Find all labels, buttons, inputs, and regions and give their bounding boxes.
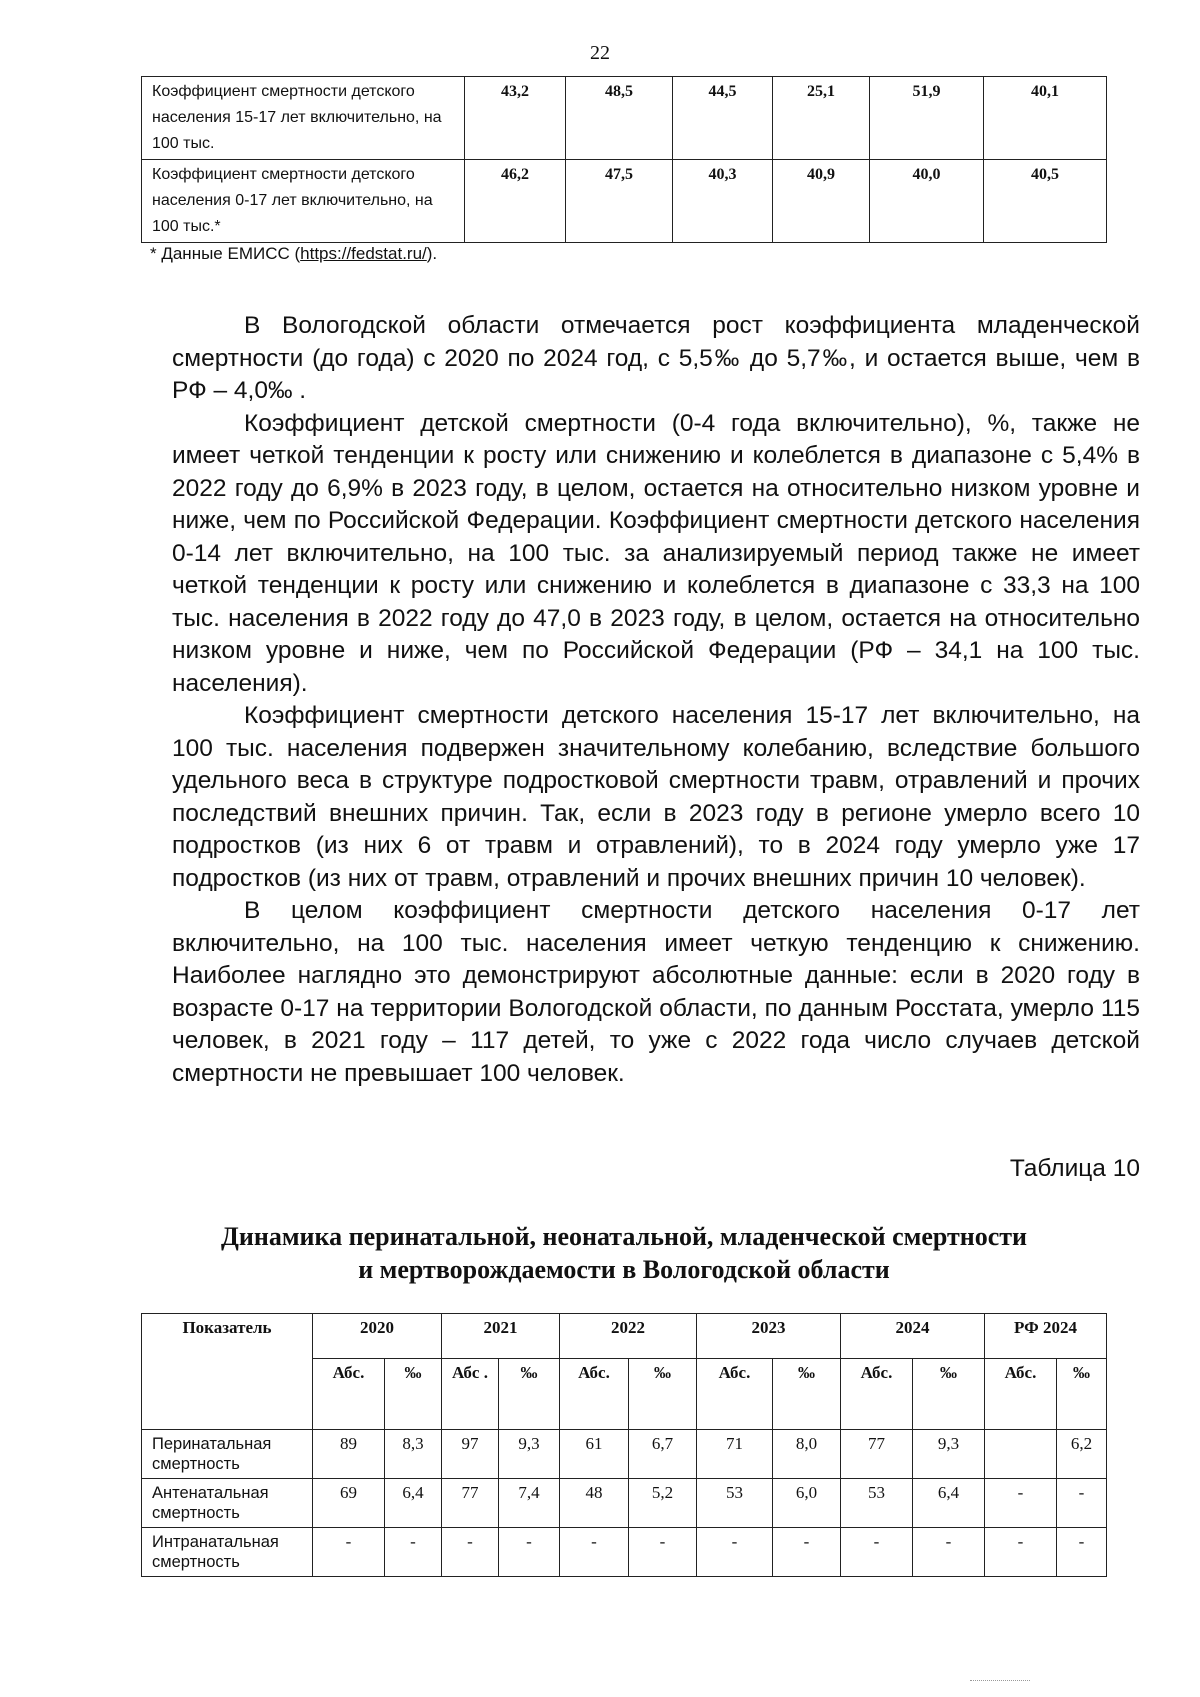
mortality-continuation-table	[141, 76, 1107, 243]
column-header-year: 2024	[841, 1314, 985, 1359]
cell-value: 6,7	[629, 1430, 697, 1479]
cell-value: 6,2	[1057, 1430, 1107, 1479]
column-header-indicator: Показатель	[142, 1314, 313, 1430]
cell-value: 69	[313, 1479, 385, 1528]
footnote-text: * Данные ЕМИСС (	[150, 244, 301, 263]
cell-value: -	[385, 1528, 442, 1577]
subheader-permille: ‰	[385, 1359, 442, 1430]
table-row	[142, 1528, 1107, 1577]
column-header-year: РФ 2024	[985, 1314, 1107, 1359]
cell-value: 40,3	[673, 160, 773, 243]
table-row	[142, 1430, 1107, 1479]
subheader-abs: Абс.	[697, 1359, 773, 1430]
page-number: 22	[590, 42, 610, 64]
table-title	[140, 1220, 1108, 1286]
cell-value: -	[985, 1528, 1057, 1577]
column-header-year: 2020	[313, 1314, 442, 1359]
cell-value: 53	[697, 1479, 773, 1528]
cell-value: 97	[442, 1430, 499, 1479]
cell-value: 47,5	[566, 160, 673, 243]
scan-artifact-divider	[970, 1680, 1030, 1683]
column-header-year: 2023	[697, 1314, 841, 1359]
cell-value: 71	[697, 1430, 773, 1479]
perinatal-mortality-table	[141, 1313, 1107, 1577]
cell-value: 6,4	[385, 1479, 442, 1528]
row-indicator-name: Перинатальная смертность	[142, 1430, 313, 1479]
cell-value: 51,9	[870, 77, 984, 160]
cell-value: -	[313, 1528, 385, 1577]
table-row	[142, 77, 1107, 160]
cell-value: -	[442, 1528, 499, 1577]
cell-value: -	[913, 1528, 985, 1577]
cell-value: 40,1	[984, 77, 1107, 160]
cell-value: 53	[841, 1479, 913, 1528]
paragraph: В Вологодской области отмечается рост коэффициента младенческой смертности (до года) с 2020 по 2024 год, с 5,5‰ до 5,7‰, и остается выше, чем в РФ – 4,0‰ .	[172, 312, 1140, 404]
cell-value: 5,2	[629, 1479, 697, 1528]
column-header-year: 2021	[442, 1314, 560, 1359]
table-title-line: и мертворождаемости в Вологодской области	[358, 1255, 890, 1284]
cell-value: 25,1	[773, 77, 870, 160]
cell-value: 8,3	[385, 1430, 442, 1479]
subheader-abs: Абс.	[841, 1359, 913, 1430]
cell-value: -	[985, 1479, 1057, 1528]
fedstat-link[interactable]: https://fedstat.ru/	[300, 244, 427, 263]
footnote	[150, 244, 437, 264]
cell-value: -	[499, 1528, 560, 1577]
cell-value: 40,9	[773, 160, 870, 243]
cell-value: 8,0	[773, 1430, 841, 1479]
cell-value: 9,3	[913, 1430, 985, 1479]
subheader-abs: Абс.	[313, 1359, 385, 1430]
column-header-year: 2022	[560, 1314, 697, 1359]
table-row	[142, 1479, 1107, 1528]
subheader-permille: ‰	[1057, 1359, 1107, 1430]
cell-value: 46,2	[465, 160, 566, 243]
footnote-end: ).	[426, 244, 438, 263]
table-row	[142, 160, 1107, 243]
row-label: Коэффициент смертности детского населения 0-17 лет включительно, на 100 тыс.*	[142, 160, 465, 243]
subheader-permille: ‰	[499, 1359, 560, 1430]
cell-value: 48	[560, 1479, 629, 1528]
cell-value: 6,4	[913, 1479, 985, 1528]
cell-value: -	[1057, 1479, 1107, 1528]
cell-value: 44,5	[673, 77, 773, 160]
cell-value: 89	[313, 1430, 385, 1479]
cell-value: -	[697, 1528, 773, 1577]
cell-value: 9,3	[499, 1430, 560, 1479]
table-label: Таблица 10	[1009, 1155, 1140, 1182]
paragraph: Коэффициент смертности детского населения 15-17 лет включительно, на 100 тыс. населения подвержен значительному колебанию, вследствие большого удельного веса в структуре подростковой смертности травм, отравлений и прочих последствий внешних причин. Так, если в 2023 году в регионе умерло всего 10 подростков (из них 6 от травм и отравлений), то в 2024 году умерло уже 17 подростков (из них от травм, отравлений и прочих внешних причин 10 человек).	[172, 702, 1140, 892]
cell-value: 77	[841, 1430, 913, 1479]
subheader-permille: ‰	[629, 1359, 697, 1430]
row-indicator-name: Антенатальная смертность	[142, 1479, 313, 1528]
cell-value: 48,5	[566, 77, 673, 160]
row-label: Коэффициент смертности детского населения 15-17 лет включительно, на 100 тыс.	[142, 77, 465, 160]
table-title-line: Динамика перинатальной, неонатальной, младенческой смертности	[220, 1222, 1028, 1251]
cell-value	[985, 1430, 1057, 1479]
cell-value: 7,4	[499, 1479, 560, 1528]
cell-value: -	[1057, 1528, 1107, 1577]
cell-value: -	[773, 1528, 841, 1577]
subheader-permille: ‰	[773, 1359, 841, 1430]
subheader-abs: Абс .	[442, 1359, 499, 1430]
cell-value: 40,5	[984, 160, 1107, 243]
cell-value: 43,2	[465, 77, 566, 160]
cell-value: 40,0	[870, 160, 984, 243]
header-row	[142, 1314, 1107, 1359]
cell-value: 61	[560, 1430, 629, 1479]
paragraph: Коэффициент детской смертности (0-4 года включительно), %, также не имеет четкой тенденции к росту или снижению и колеблется в диапазоне с 5,4% в 2022 году до 6,9% в 2023 году, в целом, остается на относительно низком уровне и ниже, чем по Российской Федерации. Коэффициент смертности детского населения 0-14 лет включительно, на 100 тыс. за анализируемый период также не имеет четкой тенденции к росту или снижению и колеблется в диапазоне с 33,3 на 100 тыс. населения в 2022 году до 47,0 в 2023 году, в целом, остается на относительно низком уровне и ниже, чем по Российской Федерации (РФ – 34,1 на 100 тыс. населения).	[172, 409, 1140, 697]
cell-value: -	[841, 1528, 913, 1577]
body-text	[172, 310, 1140, 1090]
subheader-permille: ‰	[913, 1359, 985, 1430]
cell-value: -	[560, 1528, 629, 1577]
paragraph: В целом коэффициент смертности детского населения 0-17 лет включительно, на 100 тыс. населения имеет четкую тенденцию к снижению. Наиболее наглядно это демонстрируют абсолютные данные: если в 2020 году в возрасте 0-17 на территории Вологодской области, по данным Росстата, умерло 115 человек, в 2021 году – 117 детей, то уже с 2022 года число случаев детской смертности не превышает 100 человек.	[172, 897, 1140, 1087]
subheader-abs: Абс.	[985, 1359, 1057, 1430]
cell-value: 77	[442, 1479, 499, 1528]
subheader-abs: Абс.	[560, 1359, 629, 1430]
row-indicator-name: Интранатальная смертность	[142, 1528, 313, 1577]
cell-value: 6,0	[773, 1479, 841, 1528]
cell-value: -	[629, 1528, 697, 1577]
